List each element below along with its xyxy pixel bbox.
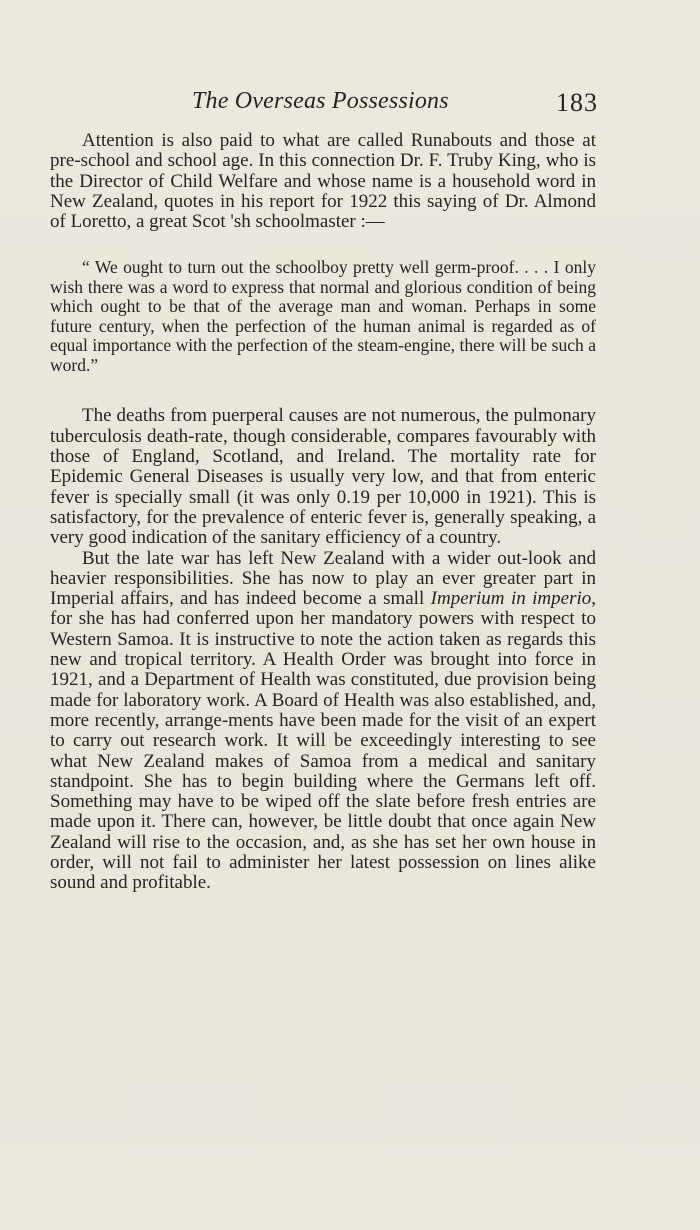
paragraph-samoa-before: But the late war has left New Zealand with a wider out-look and heavier responsibilities. She has now to play an ever greater part in Imperial affairs, and has indeed become a small	[50, 547, 596, 610]
paragraph-samoa	[50, 549, 596, 894]
body-text	[50, 131, 596, 894]
paragraph-death-rates: The deaths from puerperal causes are not numerous, the pulmonary tuberculosis death-rate, though considerable, compares favourably with those of England, Scotland, and Ireland. The mortality rate for Epidemic General Diseases is usually very low, and that from enteric fever is specially small (it was only 0.19 per 10,000 in 1921). This is satisfactory, for the prevalence of enteric fever is, generally speaking, a very good indication of the sanitary efficiency of a country.	[50, 405, 596, 549]
paragraph-samoa-after: , for she has had conferred upon her mandatory powers with respect to Western Samoa. It is instructive to note the action taken as regards this new and tropical territory. A Health Order was brought into force in 1921, and a Department of Health was constituted, due provision being made for laboratory work. A Board of Health was also established, and, more recently, arrange-ments have been made for the visit of an expert to carry out research work. It will be exceedingly interesting to see what New Zealand makes of Samoa from a medical and sanitary standpoint. She has to begin building where the Germans left off. Something may have to be wiped off the slate before fresh entries are made upon it. There can, however, be little doubt that once again New Zealand will rise to the occasion, and, as she has set her own house in order, will not fail to administer her latest possession on lines alike sound and profitable.	[50, 588, 596, 894]
paragraph-samoa-italic: Imperium in imperio	[430, 588, 592, 610]
running-title: The Overseas Possessions	[192, 88, 449, 114]
page-header	[0, 88, 700, 124]
block-quote-almond: “ We ought to turn out the schoolboy pretty well germ-proof. . . . I only wish there was a word to express that normal and glorious condition of being which ought to be that of the average man and woman. Perhaps in some future century, when the perfection of the human animal is regarded as of equal importance with the perfection of the steam-engine, there will be such a word.”	[50, 257, 596, 375]
page-number: 183	[556, 88, 598, 117]
paragraph-runabouts: Attention is also paid to what are called Runabouts and those at pre-school and school age. In this connection Dr. F. Truby King, who is the Director of Child Welfare and whose name is a household word in New Zealand, quotes in his report for 1922 this saying of Dr. Almond of Loretto, a great Scot 'sh schoolmaster :—	[50, 130, 596, 233]
